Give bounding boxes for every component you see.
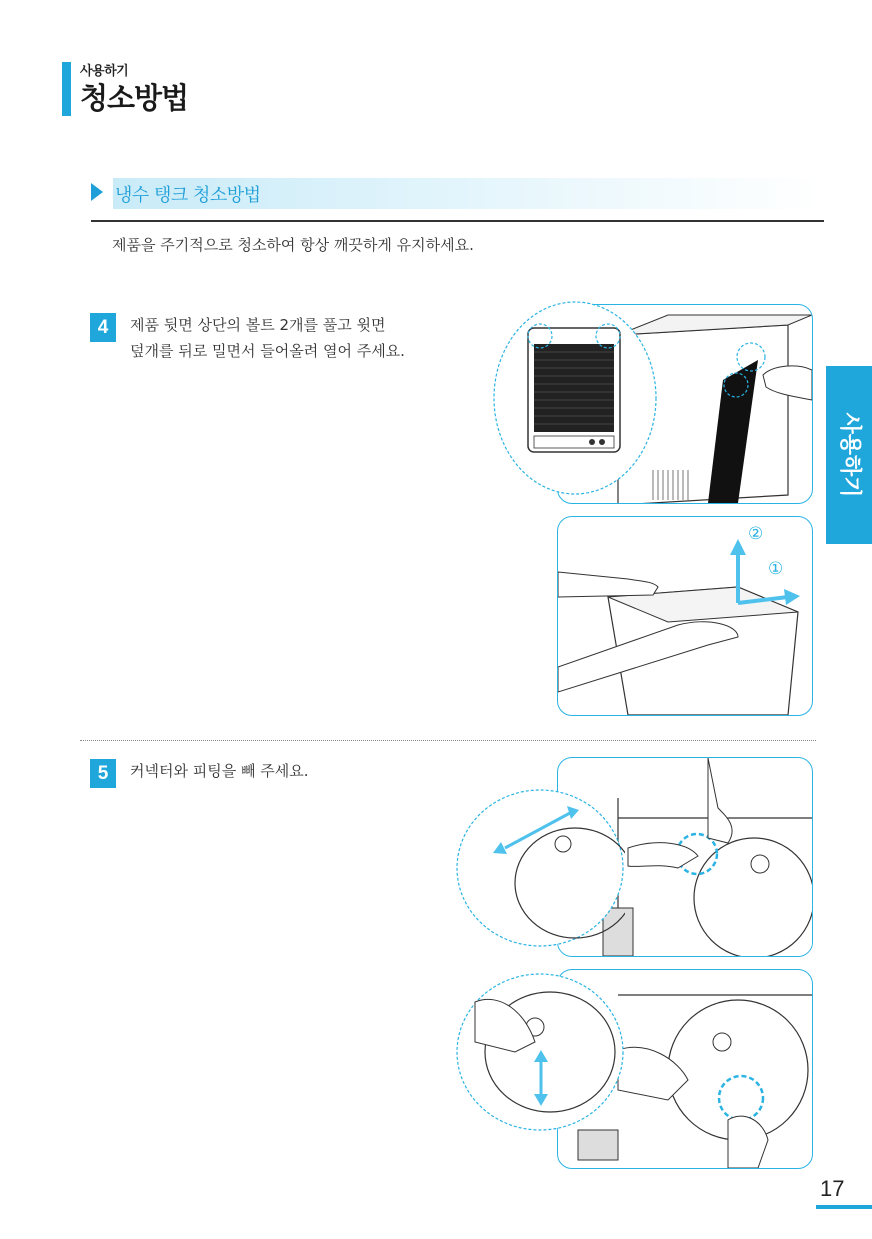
step-5-badge: 5 [90,759,116,788]
step-5-zoom-circle-1 [455,788,625,948]
side-tab-label: 사용하기 [837,412,862,498]
triangle-bullet-icon [91,183,103,201]
step-4-text [130,312,490,364]
section-title: 냉수 탱크 청소방법 [115,185,261,206]
page-number: 17 [820,1176,845,1201]
step-4-badge: 4 [90,313,116,342]
section-rule [91,220,824,222]
step-4-figure-lift-cover [557,516,813,716]
side-chapter-tab [826,366,872,544]
step-5-text: 커넥터와 피팅을 빼 주세요. [130,762,309,780]
arrow-label-1: ① [768,559,784,579]
step-divider [80,740,816,741]
intro-text: 제품을 주기적으로 청소하여 항상 깨끗하게 유지하세요. [112,236,474,254]
step-4-zoom-circle [492,300,658,496]
chapter-label: 사용하기 [80,64,129,79]
step-5-zoom-circle-2 [455,972,625,1132]
page-title: 청소방법 [80,81,189,115]
arrow-label-2: ② [748,524,764,544]
page-number-underline [816,1205,872,1209]
title-accent-bar [62,62,71,116]
step-4-line-1: 제품 뒷면 상단의 볼트 2개를 풀고 윗면 [130,316,386,334]
step-4-line-2: 덮개를 뒤로 밀면서 들어올려 열어 주세요. [130,342,405,360]
